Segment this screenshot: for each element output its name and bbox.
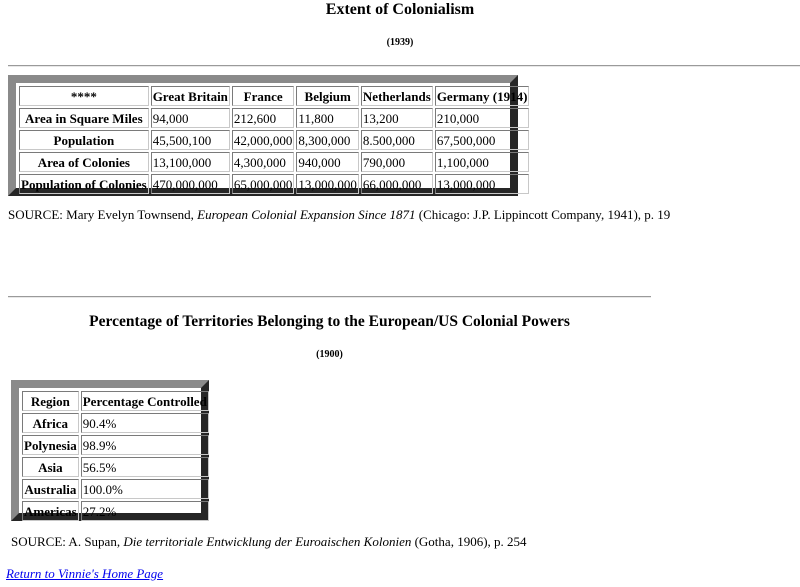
table-cell: 67,500,000 [435, 130, 530, 150]
row-header: Area in Square Miles [19, 108, 149, 128]
page-title: Extent of Colonialism [325, 1, 475, 18]
territories-table-frame [11, 380, 209, 521]
table-row [19, 108, 529, 128]
table-cell: 27.2% [81, 501, 209, 521]
source-work-title: European Colonial Expansion Since 1871 [197, 207, 416, 222]
table-cell: 11,800 [296, 108, 359, 128]
column-header: Percentage Controlled [81, 391, 209, 411]
territories-table [20, 389, 211, 523]
table-cell: 940,000 [296, 152, 359, 172]
row-header: Population [19, 130, 149, 150]
column-header: France [232, 86, 295, 106]
table-cell: 1,100,000 [435, 152, 530, 172]
table-cell: 13,000,000 [296, 174, 359, 194]
source-suffix: (Chicago: J.P. Lippincott Company, 1941), p. 19 [415, 207, 671, 222]
table-row [22, 435, 209, 455]
table-cell: 45,500,100 [151, 130, 230, 150]
table-cell: 42,000,000 [232, 130, 295, 150]
table-cell: 790,000 [361, 152, 433, 172]
table-row [19, 152, 529, 172]
row-header: Asia [22, 457, 79, 477]
table-cell: 65,000,000 [232, 174, 295, 194]
section2-title: Percentage of Territories Belonging to the European/US Colonial Powers [89, 313, 570, 330]
table-cell: 100.0% [81, 479, 209, 499]
table-row [22, 501, 209, 521]
source-prefix: SOURCE: Mary Evelyn Townsend, [8, 207, 198, 222]
table-row [22, 457, 209, 477]
source-citation-2 [11, 534, 527, 550]
table-cell: 4,300,000 [232, 152, 295, 172]
column-header: Germany (1914) [435, 86, 530, 106]
row-header: Area of Colonies [19, 152, 149, 172]
row-header: Polynesia [22, 435, 79, 455]
table-cell: 56.5% [81, 457, 209, 477]
return-home-link[interactable]: Return to Vinnie's Home Page [6, 566, 164, 581]
table-cell: 98.9% [81, 435, 209, 455]
table-cell: 13,100,000 [151, 152, 230, 172]
row-header: Australia [22, 479, 79, 499]
row-header: Population of Colonies [19, 174, 149, 194]
table-header-row [19, 86, 529, 106]
source-work-title: Die territoriale Entwicklung der Euroaischen Kolonien [123, 534, 412, 549]
column-header: Region [22, 391, 79, 411]
colonialism-table [17, 84, 531, 196]
table-corner-cell: **** [19, 86, 149, 106]
divider-top [8, 65, 800, 67]
table-cell: 94,000 [151, 108, 230, 128]
table-cell: 8,300,000 [296, 130, 359, 150]
column-header: Belgium [296, 86, 359, 106]
table-cell: 212,600 [232, 108, 295, 128]
table-cell: 90.4% [81, 413, 209, 433]
table-row [22, 413, 209, 433]
table-header-row [22, 391, 209, 411]
source-citation-1 [8, 207, 670, 223]
table-row [19, 130, 529, 150]
table-cell: 8.500,000 [361, 130, 433, 150]
table-row [22, 479, 209, 499]
section1-year: (1939) [386, 37, 414, 48]
column-header: Great Britain [151, 86, 230, 106]
table-cell: 210,000 [435, 108, 530, 128]
table-cell: 470,000,000 [151, 174, 230, 194]
row-header: Africa [22, 413, 79, 433]
table-cell: 13,000,000 [435, 174, 530, 194]
source-suffix: (Gotha, 1906), p. 254 [411, 534, 527, 549]
table-cell: 13,200 [361, 108, 433, 128]
row-header: Americas [22, 501, 79, 521]
table-cell: 66,000,000 [361, 174, 433, 194]
colonialism-table-frame [8, 75, 528, 196]
divider-middle [8, 296, 651, 298]
source-prefix: SOURCE: A. Supan, [11, 534, 124, 549]
column-header: Netherlands [361, 86, 433, 106]
section2-year: (1900) [316, 349, 343, 360]
table-row [19, 174, 529, 194]
